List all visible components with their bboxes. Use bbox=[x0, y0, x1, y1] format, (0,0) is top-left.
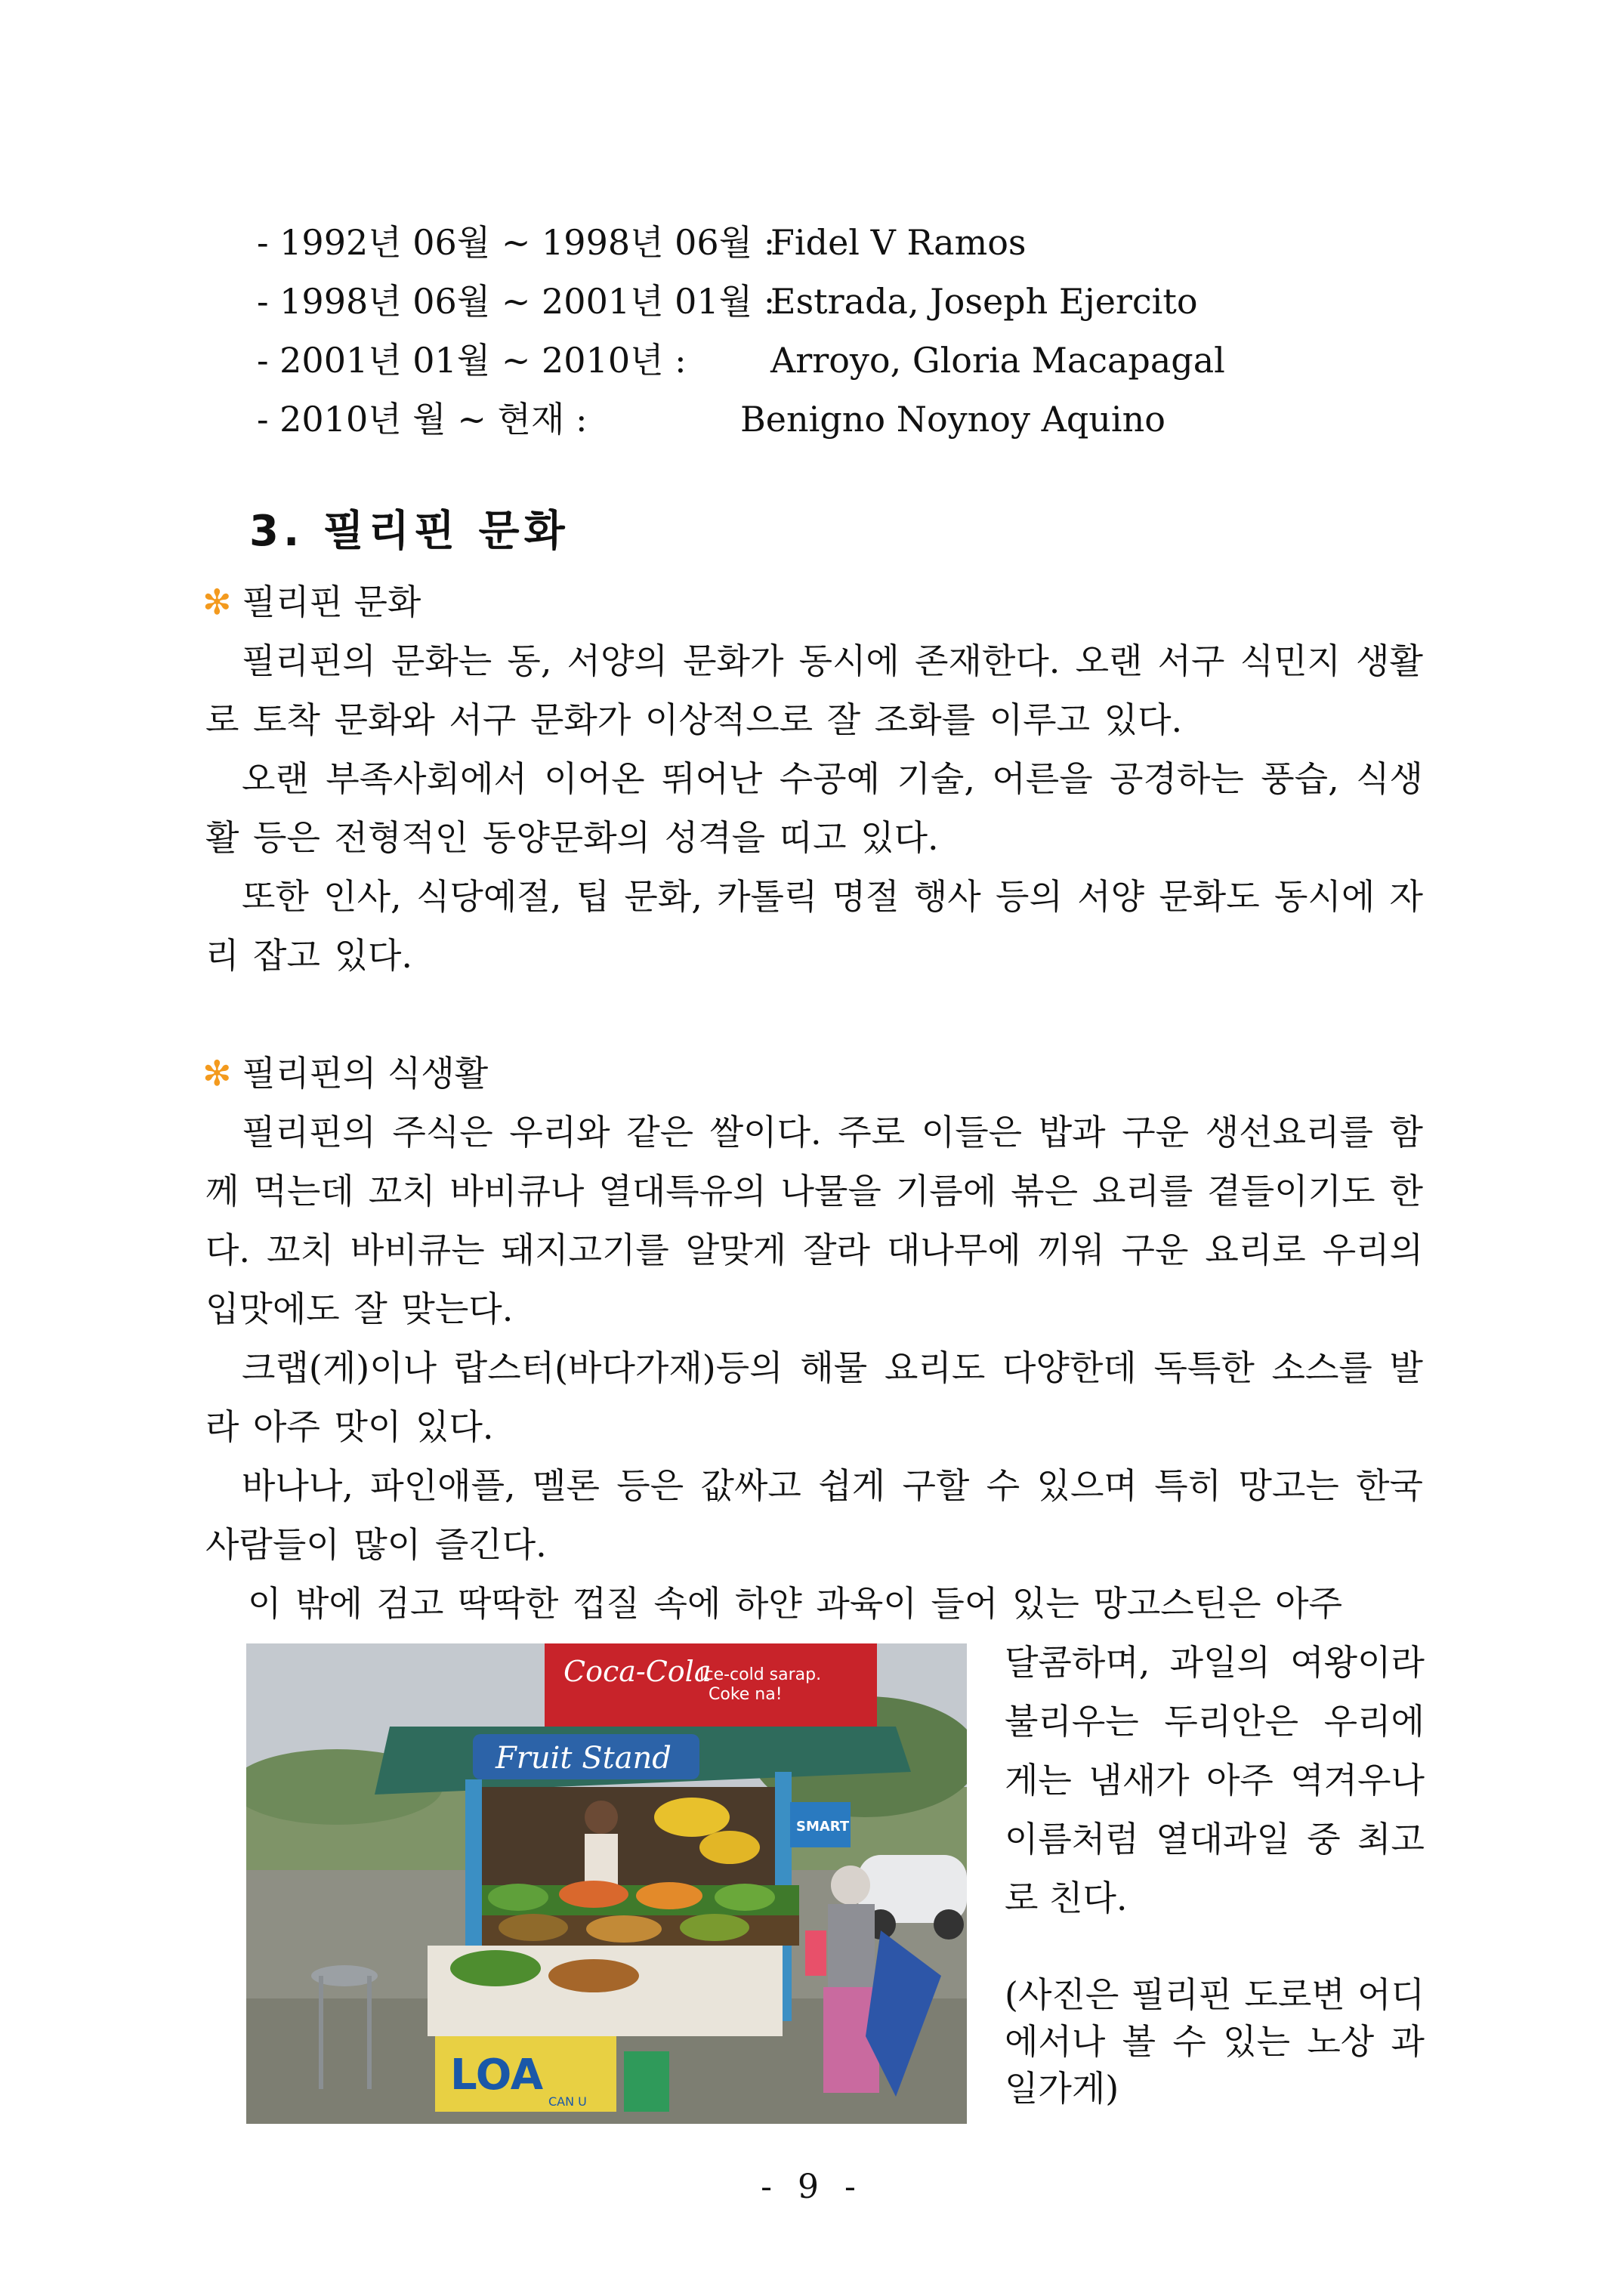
president-name: Arroyo, Gloria Macapagal bbox=[770, 340, 1225, 381]
coca-cola-logo: Coca-Cola bbox=[563, 1655, 712, 1688]
president-list bbox=[257, 213, 1390, 449]
mangosteen-durian-text: 달콤하며, 과일의 여왕이라 불리우는 두리안은 우리에게는 냄새가 아주 역겨우나 이름처럼 열대과일 중 최고로 친다. bbox=[1005, 1642, 1425, 1918]
food-subheading bbox=[202, 1044, 488, 1103]
page-number: - 9 - bbox=[761, 2168, 863, 2206]
term-period: - 1998년 06월 ~ 2001년 01월 : bbox=[257, 281, 776, 322]
smart-sign: SMART bbox=[796, 1819, 850, 1835]
loa-sign: LOA bbox=[450, 2051, 544, 2100]
asterisk-icon: ✻ bbox=[202, 1053, 232, 1094]
culture-paragraph-3: 또한 인사, 식당예절, 팁 문화, 카톨릭 명절 행사 등의 서양 문화도 동시에 자리 잡고 있다. bbox=[205, 876, 1423, 976]
term-period: - 2010년 월 ~ 현재 : bbox=[257, 399, 588, 440]
food-heading: 필리핀의 식생활 bbox=[242, 1053, 489, 1094]
photo-caption: (사진은 필리핀 도로변 어디에서나 볼 수 있는 노상 과일가게) bbox=[1005, 1974, 1425, 2109]
stand-sign: Fruit Stand bbox=[496, 1741, 672, 1776]
culture-paragraph-2: 오랜 부족사회에서 이어온 뛰어난 수공예 기술, 어른을 공경하는 풍습, 식생활 등은 전형적인 동양문화의 성격을 띠고 있다. bbox=[205, 758, 1423, 858]
term-period: - 2001년 01월 ~ 2010년 : bbox=[257, 340, 687, 381]
section-title: 3. 필리핀 문화 bbox=[249, 507, 570, 556]
president-row bbox=[257, 213, 1390, 272]
president-row bbox=[257, 331, 1390, 390]
culture-paragraph-1: 필리핀의 문화는 동, 서양의 문화가 동시에 존재한다. 오랜 서구 식민지 생활로 토착 문화와 서구 문화가 이상적으로 잘 조화를 이루고 있다. bbox=[205, 640, 1423, 740]
billboard-slogan: Ice-cold sarap. bbox=[699, 1665, 822, 1684]
food-paragraph-1: 필리핀의 주식은 우리와 같은 쌀이다. 주로 이들은 밥과 구운 생선요리를 함께 먹는데 꼬치 바비큐나 열대특유의 나물을 기름에 볶은 요리를 곁들이기도 한다. 꼬치 바비큐는 돼지고기를 알맞게 잘라 대나무에 끼워 구운 요리로 우리의 입맛에도 잘 맞는다. bbox=[205, 1112, 1423, 1329]
fruit-stand-illustration bbox=[246, 1643, 967, 2124]
culture-heading: 필리핀 문화 bbox=[242, 582, 421, 622]
mangosteen-lead: 이 밖에 검고 딱딱한 껍질 속에 하얀 과육이 들어 있는 망고스틴은 아주 bbox=[248, 1583, 1343, 1624]
president-name: Benigno Noynoy Aquino bbox=[740, 399, 1166, 440]
fruit-stand-photo bbox=[246, 1643, 967, 2124]
food-paragraph-2: 크랩(게)이나 랍스터(바다가재)등의 해물 요리도 다양한데 독특한 소스를 발라 아주 맛이 있다. bbox=[205, 1347, 1423, 1447]
president-name: Fidel V Ramos bbox=[770, 222, 1027, 263]
asterisk-icon: ✻ bbox=[202, 582, 232, 622]
food-paragraph-3: 바나나, 파인애플, 멜론 등은 값싸고 쉽게 구할 수 있으며 특히 망고는 한국 사람들이 많이 즐긴다. bbox=[205, 1465, 1423, 1565]
president-name: Estrada, Joseph Ejercito bbox=[770, 281, 1198, 322]
loa-sign-sub: CAN U bbox=[548, 2094, 587, 2109]
culture-subheading bbox=[202, 572, 421, 631]
president-row bbox=[257, 390, 1390, 449]
billboard-slogan-2: Coke na! bbox=[709, 1685, 783, 1704]
term-period: - 1992년 06월 ~ 1998년 06월 : bbox=[257, 222, 776, 263]
president-row bbox=[257, 272, 1390, 331]
